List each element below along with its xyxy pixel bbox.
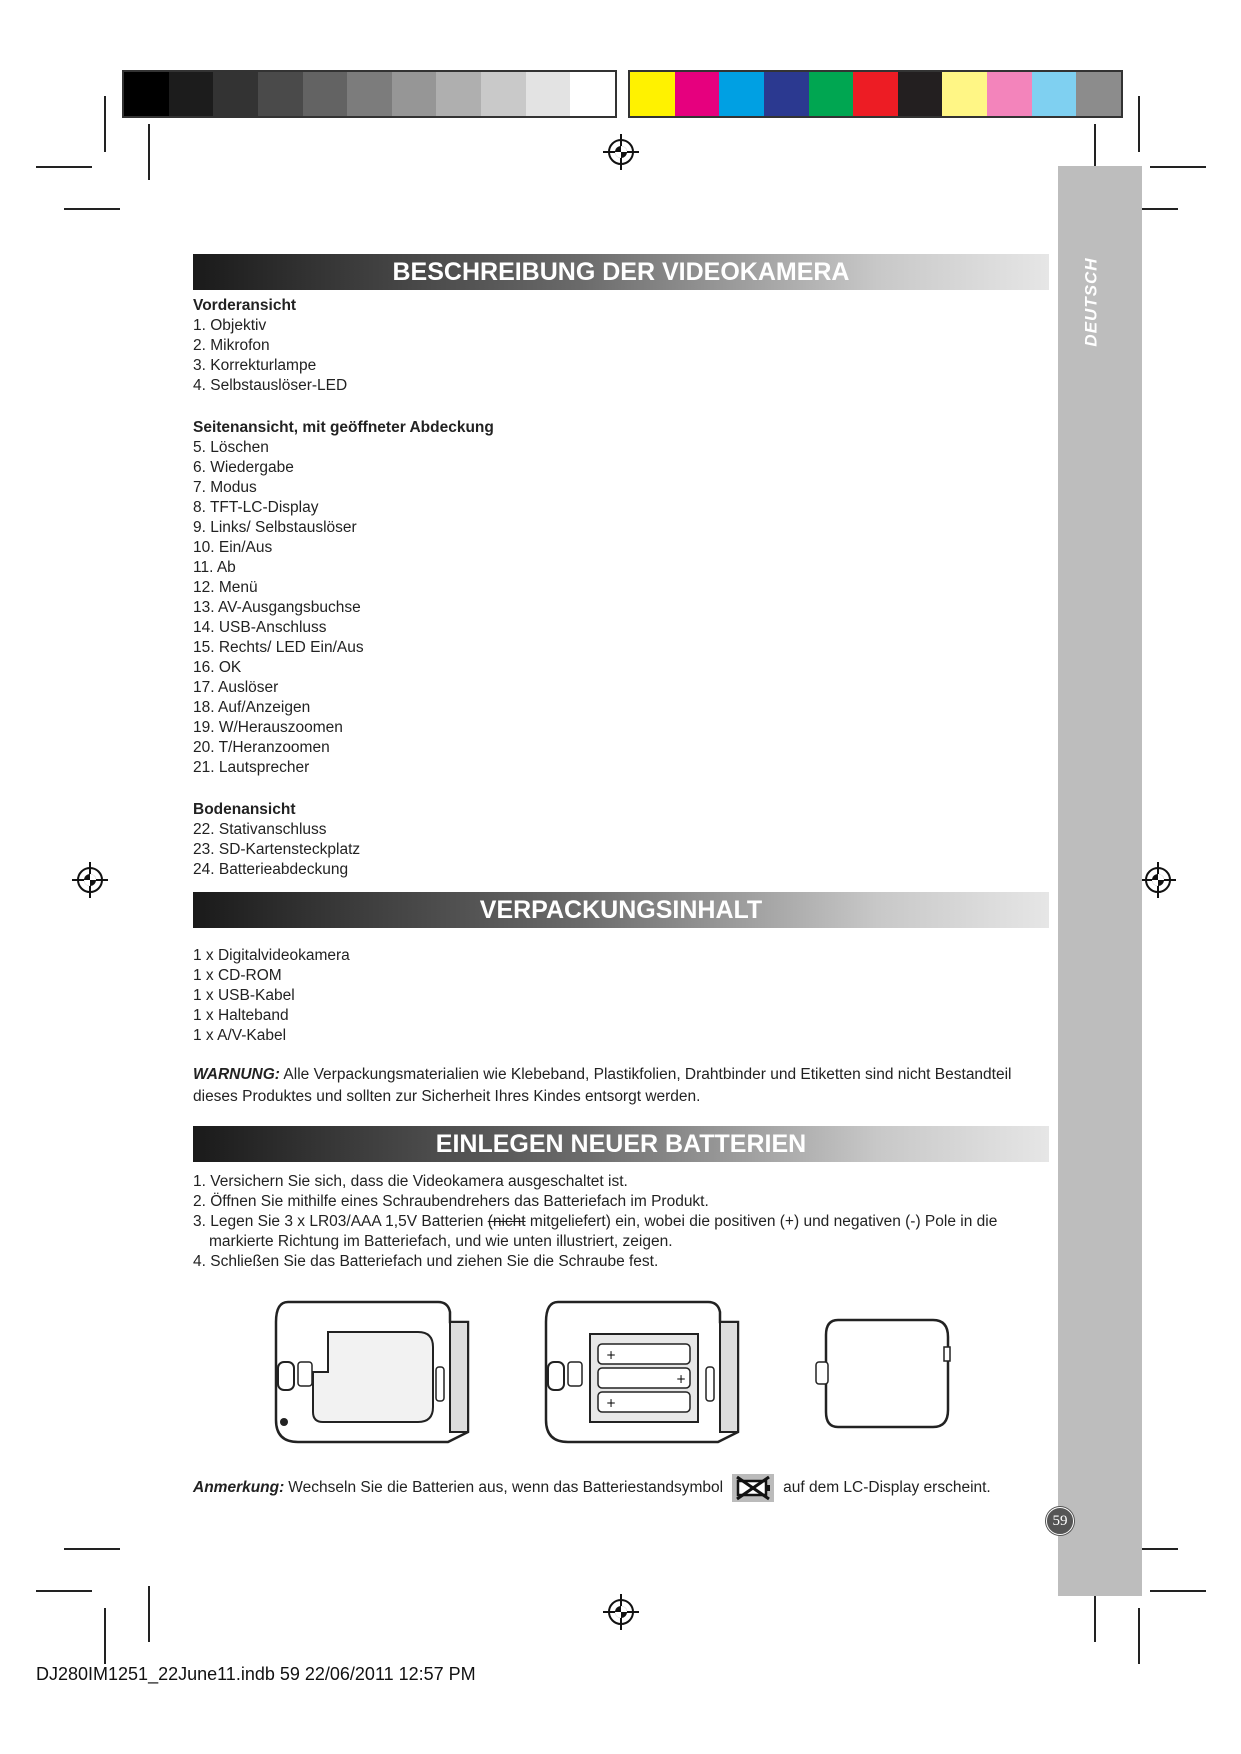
step3-text-b: mitgeliefert) ein, wobei die positiven (+) und negativen (-) Pole in die markierte Richtung im Batteriefach, und wie unten illustriert, zeigen. xyxy=(209,1213,998,1250)
list-item: 24. Batterieabdeckung xyxy=(193,861,349,878)
color-swatch xyxy=(1076,72,1121,116)
low-battery-icon xyxy=(731,1473,775,1503)
list-item: 23. SD-Kartensteckplatz xyxy=(193,841,361,858)
battery-illustrations xyxy=(268,1292,1049,1457)
list-item: 11. Ab xyxy=(193,559,236,576)
crop-mark xyxy=(148,124,150,180)
list-item: 14. USB-Anschluss xyxy=(193,619,327,636)
list-item: 1 x Halteband xyxy=(193,1007,289,1024)
crop-mark xyxy=(1138,96,1140,152)
registration-mark-icon xyxy=(603,1594,639,1630)
side-view-heading: Seitenansicht, mit geöffneter Abdeckung xyxy=(193,419,494,436)
list-item: 1 x Digitalvideokamera xyxy=(193,947,350,964)
registration-mark-icon xyxy=(603,134,639,170)
battery-steps xyxy=(193,1172,1049,1272)
package-contents-list xyxy=(193,946,1049,1046)
list-item: 5. Löschen xyxy=(193,439,269,456)
warning-paragraph xyxy=(193,1064,1049,1108)
battery-note xyxy=(193,1473,1049,1503)
crop-mark xyxy=(104,96,106,152)
side-view-list xyxy=(193,438,1049,778)
page-content xyxy=(193,254,1049,1503)
color-swatch xyxy=(392,72,437,116)
front-view-list xyxy=(193,316,1049,396)
color-swatch xyxy=(169,72,214,116)
battery-step xyxy=(193,1212,1049,1252)
list-item: 18. Auf/Anzeigen xyxy=(193,699,311,716)
note-text-end: auf dem LC-Display erscheint. xyxy=(783,1479,991,1496)
crop-mark xyxy=(148,1586,150,1642)
list-item: 22. Stativanschluss xyxy=(193,821,327,838)
color-swatch xyxy=(987,72,1032,116)
color-swatch xyxy=(481,72,526,116)
list-item: 1. Objektiv xyxy=(193,317,267,334)
section-banner-description: BESCHREIBUNG DER VIDEOKAMERA xyxy=(193,254,1049,290)
language-side-tab xyxy=(1058,166,1142,1596)
list-item: 8. TFT-LC-Display xyxy=(193,499,319,516)
color-swatch xyxy=(853,72,898,116)
bottom-view-list xyxy=(193,820,1049,880)
section-banner-batteries: EINLEGEN NEUER BATTERIEN xyxy=(193,1126,1049,1162)
color-swatch xyxy=(213,72,258,116)
color-swatch xyxy=(124,72,169,116)
list-item: 12. Menü xyxy=(193,579,258,596)
color-swatch xyxy=(570,72,615,116)
bottom-view-heading: Bodenansicht xyxy=(193,801,296,818)
color-swatch xyxy=(630,72,675,116)
step3-text-a: 3. Legen Sie 3 x LR03/AAA 1,5V Batterien xyxy=(193,1213,488,1230)
color-swatch xyxy=(764,72,809,116)
crop-mark xyxy=(36,1590,92,1592)
registration-mark-icon xyxy=(72,862,108,898)
list-item: 1 x A/V-Kabel xyxy=(193,1027,287,1044)
svg-text:+: + xyxy=(676,1372,687,1386)
print-footer: DJ280IM1251_22June11.indb 59 22/06/2011 12:57 PM xyxy=(36,1664,476,1684)
crop-mark xyxy=(1150,166,1206,168)
battery-cover-illustration xyxy=(808,1292,958,1457)
camera-closed-illustration xyxy=(268,1292,508,1457)
crop-mark xyxy=(1138,1608,1140,1664)
list-item: 15. Rechts/ LED Ein/Aus xyxy=(193,639,364,656)
list-item: 4. Selbstauslöser-LED xyxy=(193,377,348,394)
crop-mark xyxy=(64,1548,120,1550)
note-text: Wechseln Sie die Batterien aus, wenn das Batteriestandsymbol xyxy=(288,1479,724,1496)
crop-mark xyxy=(64,208,120,210)
registration-mark-icon xyxy=(1140,862,1176,898)
list-item: 16. OK xyxy=(193,659,242,676)
crop-mark xyxy=(1150,1590,1206,1592)
list-item: 2. Mikrofon xyxy=(193,337,270,354)
list-item: 21. Lautsprecher xyxy=(193,759,310,776)
camera-open-battery-illustration xyxy=(538,1292,778,1457)
svg-text:+: + xyxy=(606,1396,617,1410)
color-swatch xyxy=(942,72,987,116)
list-item: 17. Auslöser xyxy=(193,679,279,696)
color-swatch xyxy=(347,72,392,116)
color-swatch xyxy=(436,72,481,116)
color-swatch xyxy=(719,72,764,116)
warning-text: Alle Verpackungsmaterialien wie Klebeband, Plastikfolien, Drahtbinder und Etiketten sind nicht Bestandteil dieses Produktes und sollten zur Sicherheit Ihres Kindes entsorgt werden. xyxy=(193,1066,1012,1105)
color-calibration-strip xyxy=(628,70,1123,118)
front-view-heading: Vorderansicht xyxy=(193,297,297,314)
list-item: 1 x CD-ROM xyxy=(193,967,282,984)
list-item: 6. Wiedergabe xyxy=(193,459,294,476)
color-swatch xyxy=(1032,72,1077,116)
battery-step: 2. Öffnen Sie mithilfe eines Schraubendrehers das Batteriefach im Produkt. xyxy=(193,1193,709,1210)
language-label: DEUTSCH xyxy=(1082,257,1102,347)
color-swatch xyxy=(809,72,854,116)
list-item: 3. Korrekturlampe xyxy=(193,357,317,374)
svg-text:+: + xyxy=(606,1348,617,1362)
list-item: 20. T/Heranzoomen xyxy=(193,739,330,756)
color-swatch xyxy=(258,72,303,116)
note-label: Anmerkung: xyxy=(193,1479,285,1496)
color-swatch xyxy=(303,72,348,116)
grayscale-calibration-strip xyxy=(122,70,617,118)
crop-mark xyxy=(104,1608,106,1664)
crop-mark xyxy=(36,166,92,168)
list-item: 9. Links/ Selbstauslöser xyxy=(193,519,357,536)
battery-step: 1. Versichern Sie sich, dass die Videokamera ausgeschaltet ist. xyxy=(193,1173,628,1190)
color-swatch xyxy=(675,72,720,116)
page-number: 59 xyxy=(1046,1507,1074,1535)
list-item: 7. Modus xyxy=(193,479,257,496)
step3-struck-text: (nicht xyxy=(487,1213,526,1230)
warning-label: WARNUNG: xyxy=(193,1066,280,1083)
list-item: 19. W/Herauszoomen xyxy=(193,719,343,736)
battery-step: 4. Schließen Sie das Batteriefach und ziehen Sie die Schraube fest. xyxy=(193,1253,659,1270)
color-swatch xyxy=(898,72,943,116)
color-swatch xyxy=(526,72,571,116)
section-banner-contents: VERPACKUNGSINHALT xyxy=(193,892,1049,928)
list-item: 1 x USB-Kabel xyxy=(193,987,295,1004)
list-item: 13. AV-Ausgangsbuchse xyxy=(193,599,361,616)
list-item: 10. Ein/Aus xyxy=(193,539,273,556)
